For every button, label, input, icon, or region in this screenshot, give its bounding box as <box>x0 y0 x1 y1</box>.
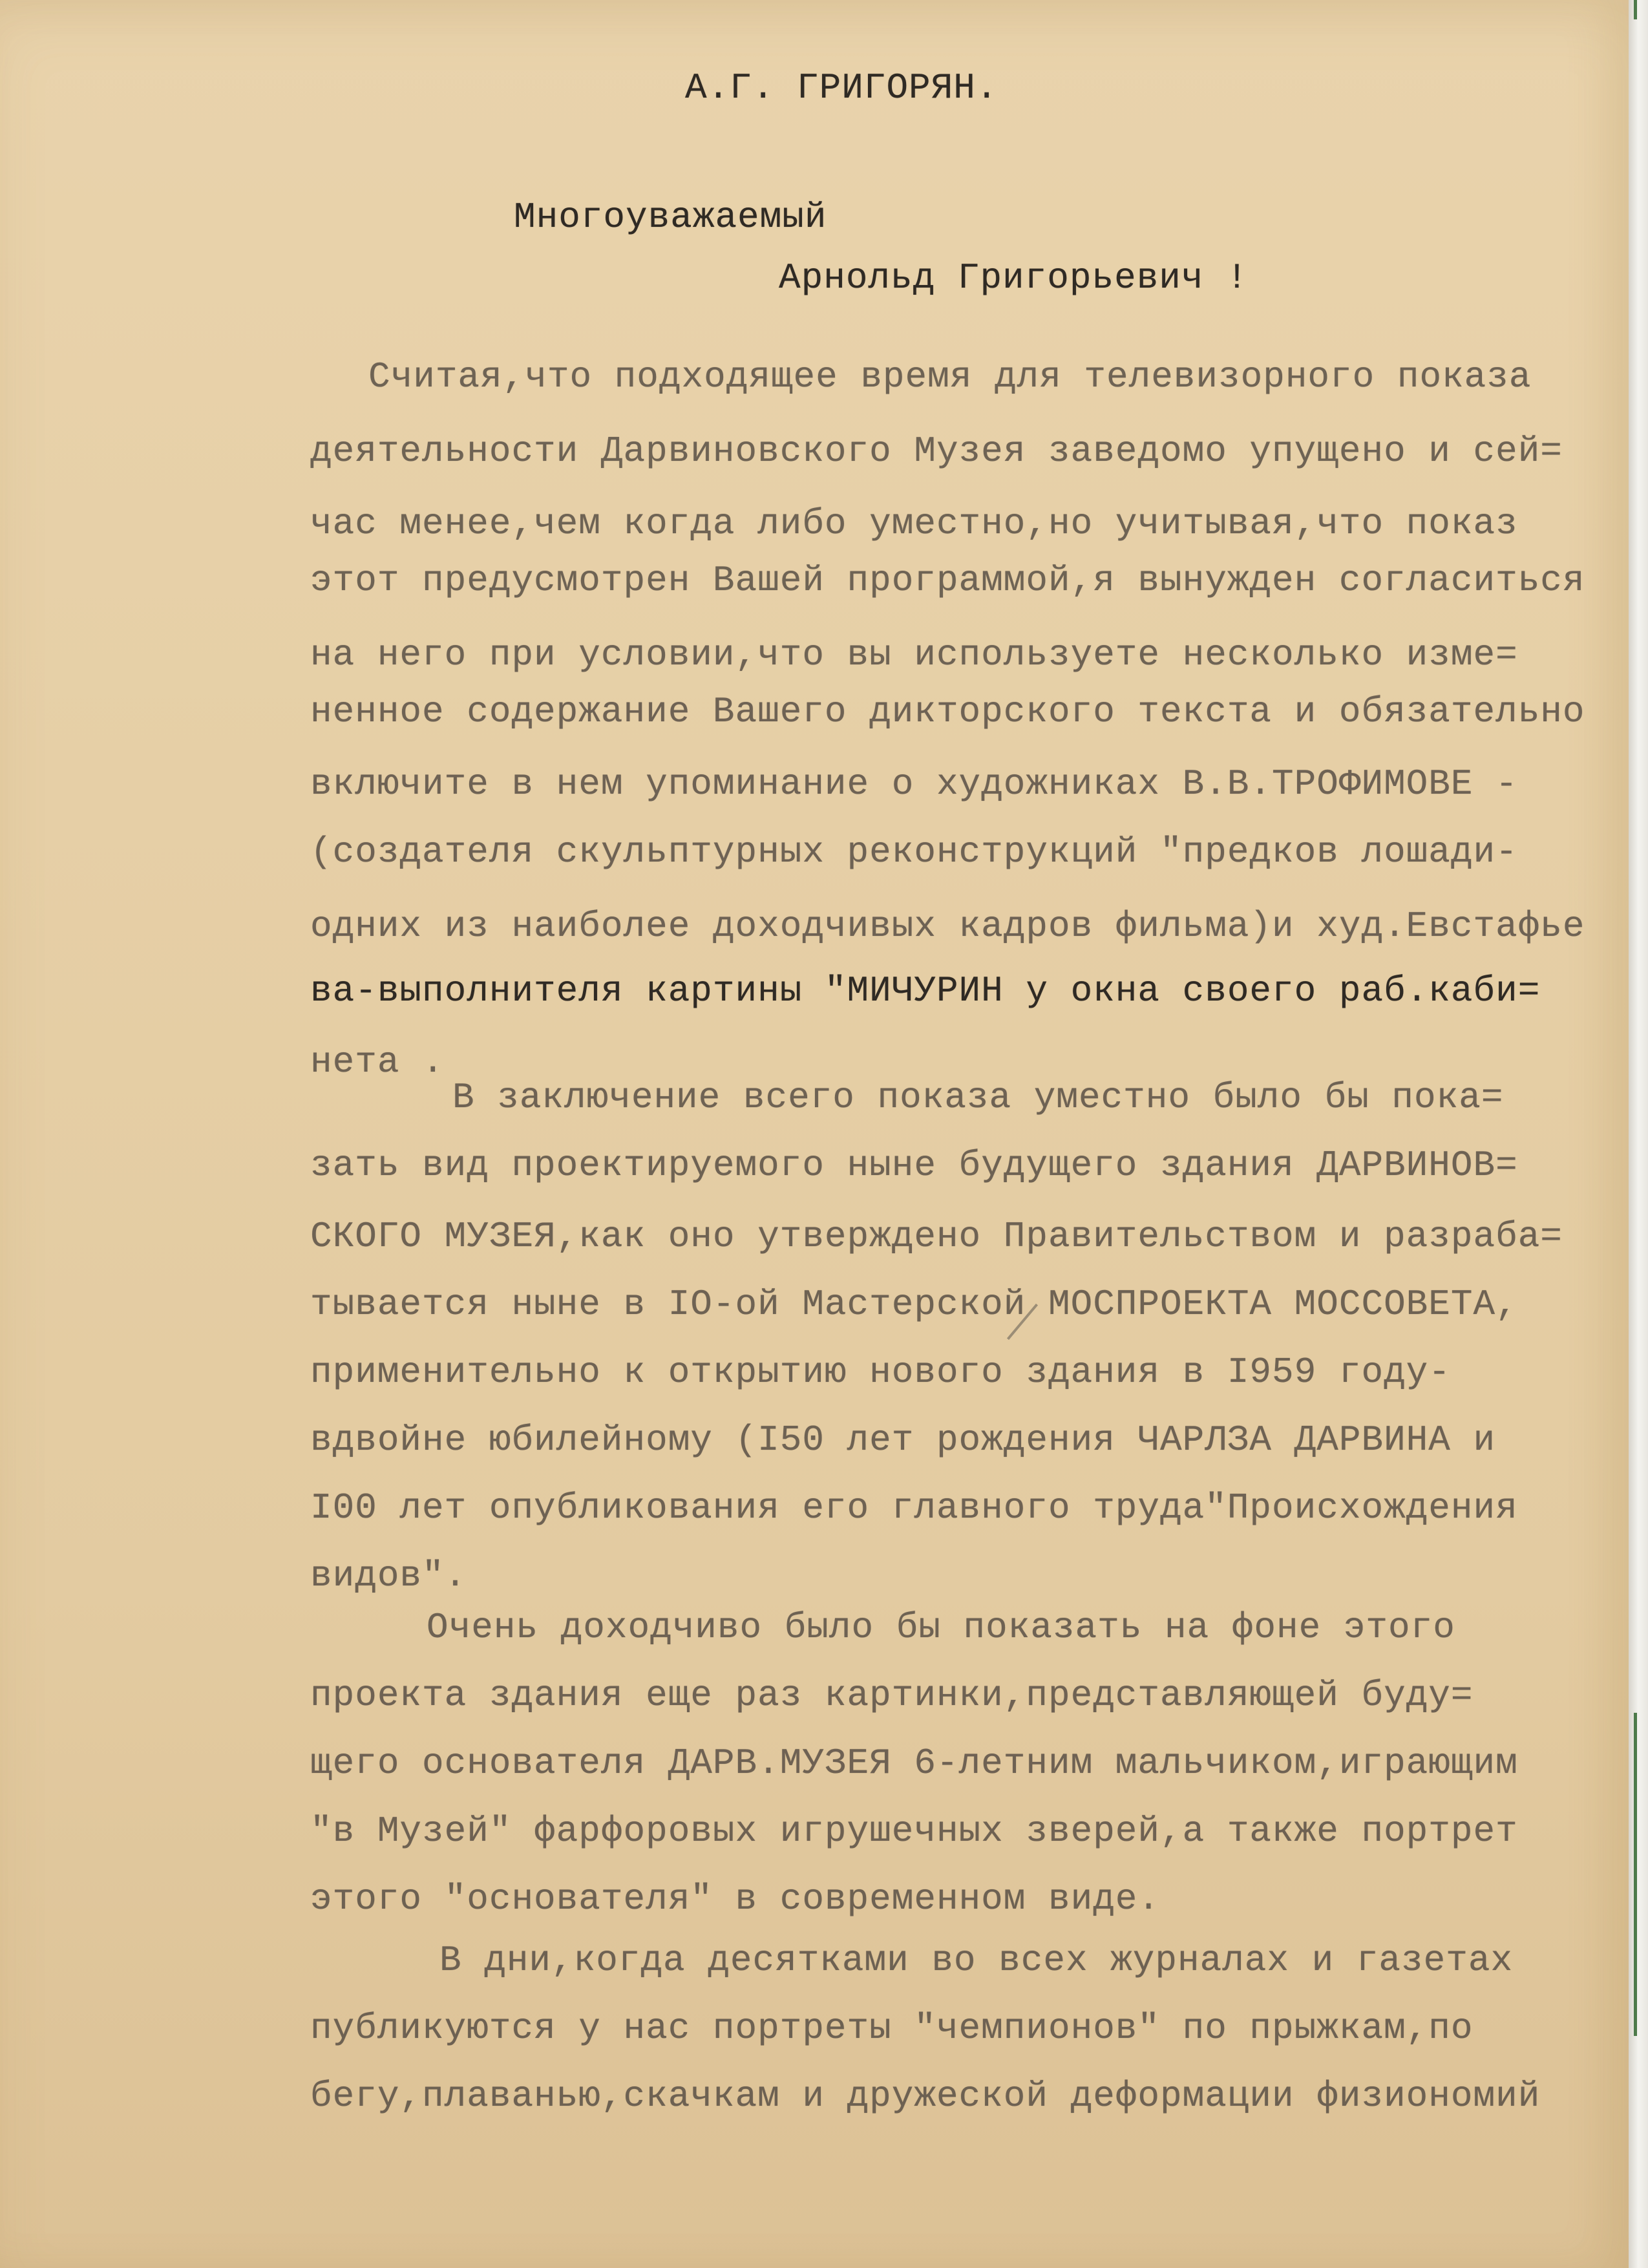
body-line-27: бегу,плаванью,скачкам и дружеской деформации физиономий <box>310 2075 1541 2117</box>
body-line-17: вдвойне юбилейному (I50 лет рождения ЧАРЛЗА ДАРВИНА и <box>310 1419 1496 1461</box>
body-line-24: этого "основателя" в современном виде. <box>310 1878 1161 1920</box>
body-line-12: В заключение всего показа уместно было бы пока= <box>452 1077 1504 1118</box>
body-line-13: зать вид проектируемого ныне будущего здания ДАРВИНОВ= <box>310 1145 1518 1186</box>
body-line-7: включите в нем упоминание о художниках В.В.ТРОФИМОВЕ - <box>310 763 1518 805</box>
salutation-line-2: Арнольд Григорьевич ! <box>779 257 1249 299</box>
body-line-10: ва-выполнителя картины "МИЧУРИН у окна своего раб.каби= <box>310 970 1541 1012</box>
body-line-3: час менее,чем когда либо уместно,но учитывая,что показ <box>310 503 1518 544</box>
body-line-4: этот предусмотрен Вашей программой,я вынужден согласиться <box>310 560 1585 601</box>
body-line-11: нета . <box>310 1041 445 1083</box>
body-line-8: (создателя скульптурных реконструкций "предков лошади- <box>310 831 1518 873</box>
body-line-25: В дни,когда десятками во всех журналах и газетах <box>439 1940 1514 1981</box>
body-line-19: видов". <box>310 1555 467 1596</box>
body-line-9: одних из наиболее доходчивых кадров фильма)и худ.Евстафье <box>310 906 1585 947</box>
body-line-22: щего основателя ДАРВ.МУЗЕЯ 6-летним мальчиком,играющим <box>310 1743 1518 1784</box>
body-line-21: проекта здания еще раз картинки,представляющей буду= <box>310 1675 1474 1716</box>
body-line-26: публикуются у нас портреты "чемпионов" по прыжкам,по <box>310 2008 1474 2049</box>
letter-title: А.Г. ГРИГОРЯН. <box>685 67 998 109</box>
body-line-6: ненное содержание Вашего дикторского текста и обязательно <box>310 691 1585 732</box>
body-line-23: "в Музей" фарфоровых игрушечных зверей,а также портрет <box>310 1810 1518 1852</box>
scan-margin-edge <box>1629 0 1648 2268</box>
body-line-2: деятельности Дарвиновского Музея заведомо упущено и сей= <box>310 430 1563 472</box>
body-line-1: Считая,что подходящее время для телевизорного показа <box>368 356 1532 397</box>
body-line-5: на него при условии,что вы используете несколько изме= <box>310 634 1518 675</box>
body-line-16: применительно к открытию нового здания в I959 году- <box>310 1351 1451 1393</box>
body-line-20: Очень доходчиво было бы показать на фоне этого <box>427 1607 1455 1648</box>
body-line-14: СКОГО МУЗЕЯ,как оно утверждено Правительством и разраба= <box>310 1216 1563 1257</box>
salutation-line-1: Многоуважаемый <box>514 196 827 238</box>
body-line-15: тывается ныне в IO-ой Мастерской МОСПРОЕКТА МОССОВЕТА, <box>310 1284 1518 1325</box>
body-line-18: I00 лет опубликования его главного труда"Происхождения <box>310 1487 1518 1529</box>
